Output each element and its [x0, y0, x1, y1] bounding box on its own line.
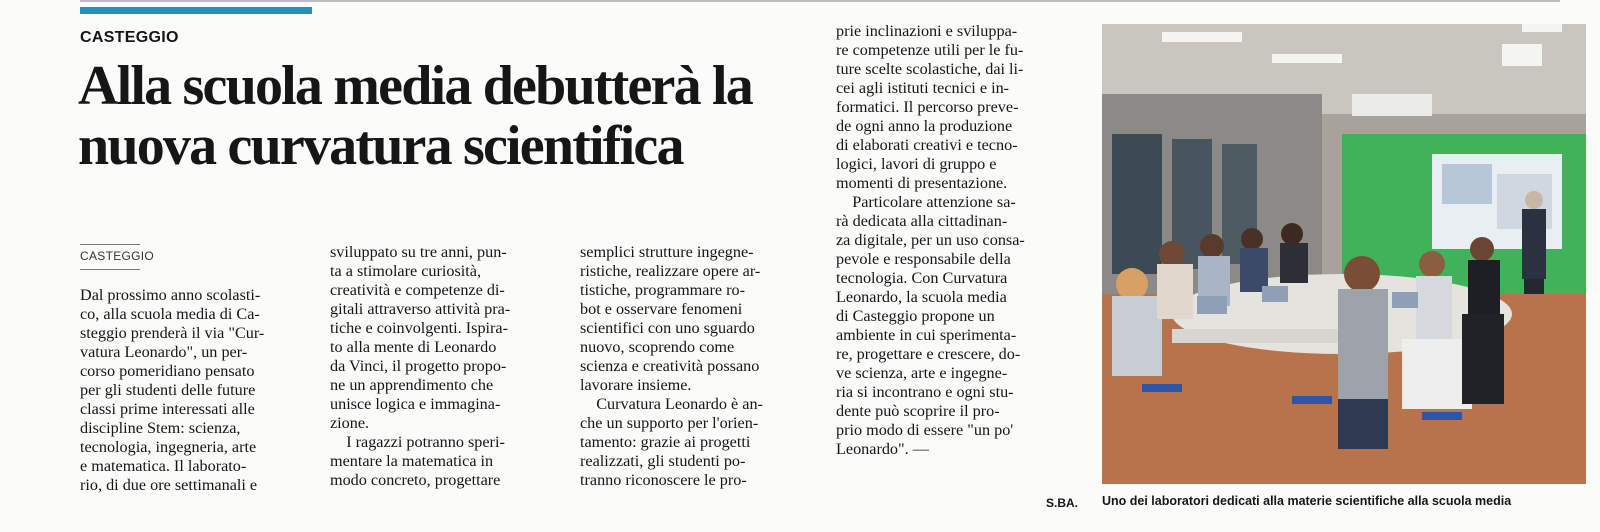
classroom-photo — [1102, 24, 1586, 484]
body-column-1: Dal prossimo anno scolasti- co, alla scuola media di Ca- steggio prenderà il via "Cur- vatura Leonardo", un per- corso pomeridiano pensato per gli studenti delle future classi prime interessati alle discipline Stem: scienza, tecnologia, ingegneria, arte e matematica. Il laborato- rio, di due ore settimanali e — [80, 286, 265, 494]
dateline: CASTEGGIO — [80, 244, 140, 270]
body-column-3: semplici strutture ingegne- ristiche, realizzare opere ar- tistiche, programmare ro- bot e osservare fenomeni scientifici con uno sguardo nuovo, scoprendo come scienza e creatività possano lavorare insieme. Curvatura Leonardo è an- che un supporto per l'orien- tamento: grazie ai progetti realizzati, gli studenti po- tranno riconoscere le pro- — [580, 243, 763, 489]
photo-caption: Uno dei laboratori dedicati alla materie scientifiche alla scuola media — [1102, 494, 1512, 508]
body-column-4: prie inclinazioni e sviluppa- re competenze utili per le fu- ture scelte scolastiche, dai li- cei agli istituti tecnici e in- formatici. Il percorso preve- de ogni anno la produzione di elaborati creativi e tecno- logici, lavori di gruppo e momenti di presentazione. Particolare attenzione sa- rà dedicata alla cittadinan- za digitale, per un uso consa- pevole e responsabile della tecnologia. Con Curvatura Leonardo, la scuola media di Casteggio propone un ambiente in cui sperimenta- re, progettare e crescere, do- ve scienza, arte e ingegne- ria si incontrano e ogni stu- dente può scoprire il pro- prio modo di essere "un po' Leonardo". — — [836, 22, 1025, 458]
section-accent-bar — [80, 7, 312, 14]
top-rule — [80, 0, 1560, 2]
body-column-2: sviluppato su tre anni, pun- ta a stimolare curiosità, creatività e competenze di- gitali attraverso attività pra- tiche e coinvolgenti. Ispira- to alla mente di Leonardo da Vinci, il progetto propo- ne un apprendimento che unisce logica e immagina- zione. I ragazzi potranno speri- mentare la matematica in modo concreto, progettare — [330, 243, 511, 489]
byline: S.BA. — [1046, 496, 1079, 510]
headline: Alla scuola media debutterà la nuova curvatura scientifica — [78, 55, 752, 177]
section-kicker: CASTEGGIO — [80, 29, 179, 46]
